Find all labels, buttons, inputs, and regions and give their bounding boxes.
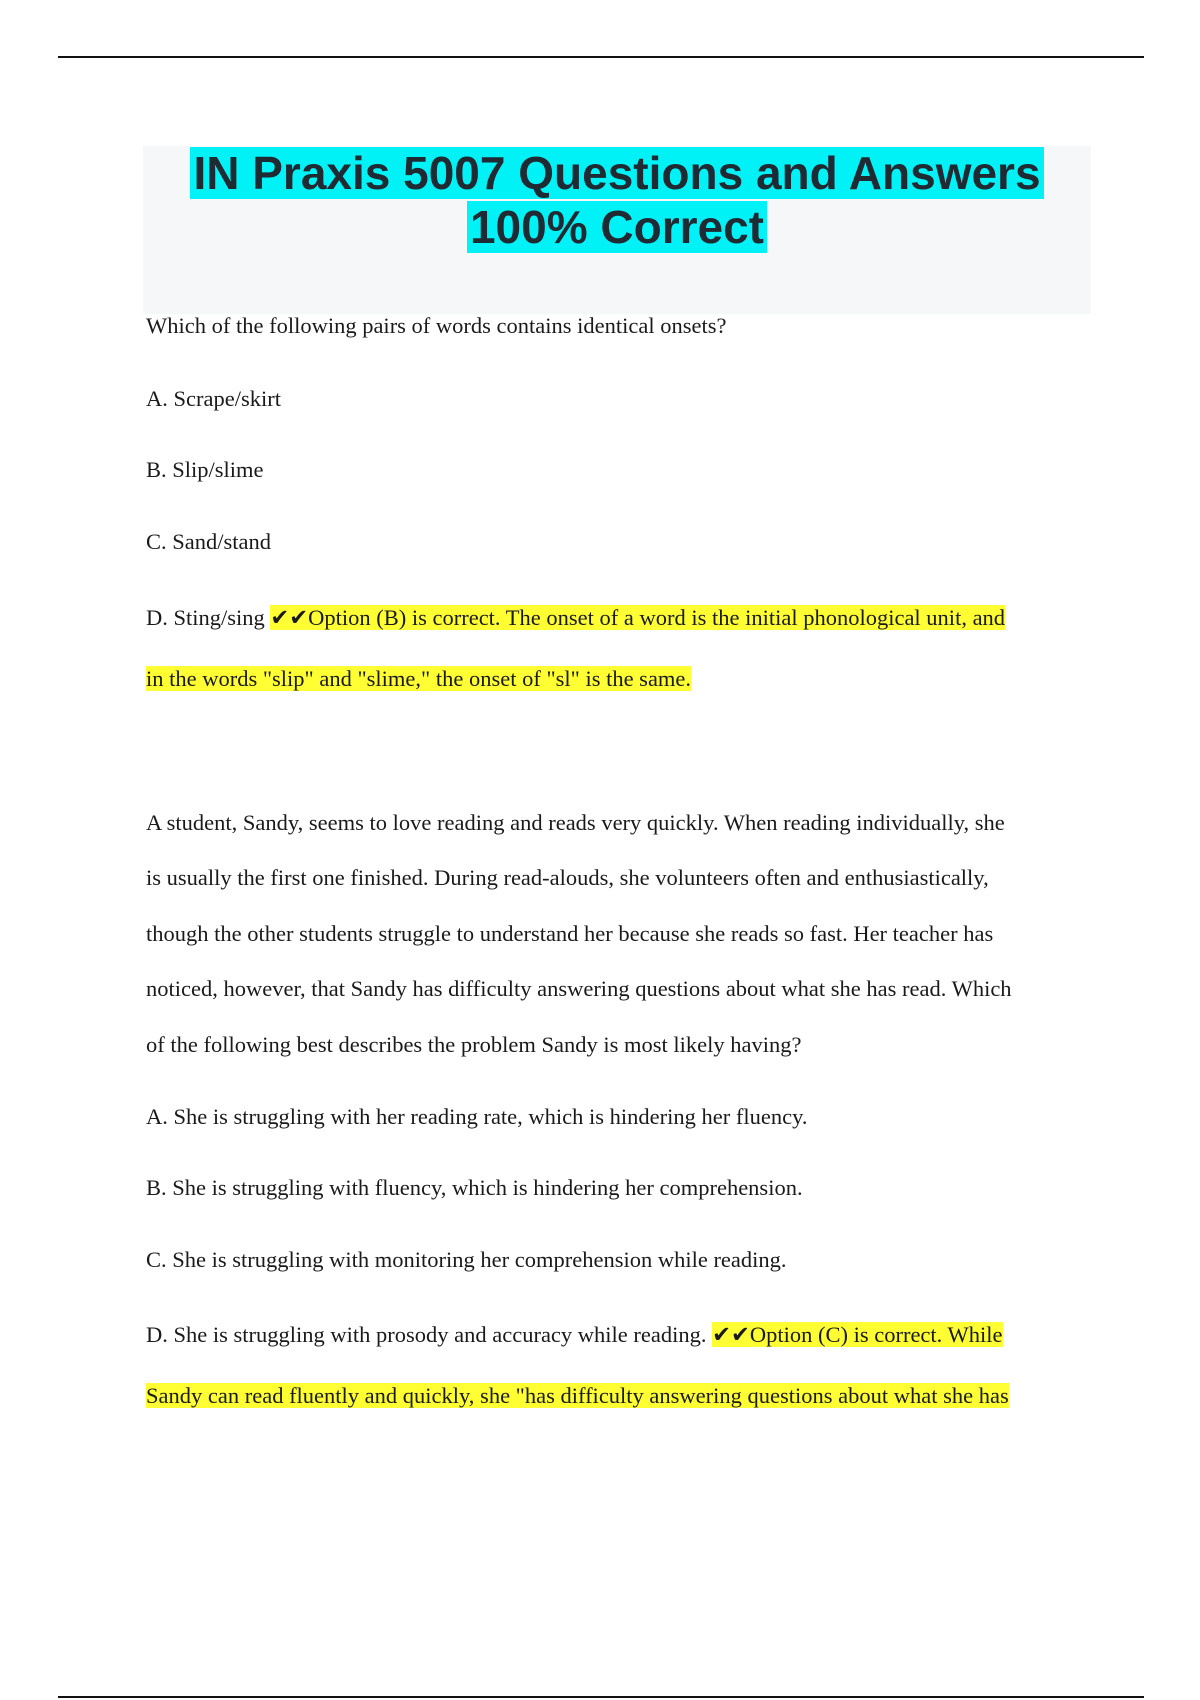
question-1-answer-line-2-row [146, 666, 691, 692]
question-1-option-d: D. Sting/sing [146, 605, 265, 630]
question-1-answer-line-2: in the words "slip" and "slime," the onset of "sl" is the same. [146, 666, 692, 691]
document-title-block [143, 146, 1091, 314]
document-title-line-2: 100% Correct [143, 200, 1091, 254]
question-1-option-b: B. Slip/slime [146, 457, 264, 482]
question-2-prompt-line-4: noticed, however, that Sandy has difficulty answering questions about what she has read. Which [146, 976, 1012, 1001]
question-2-option-d: D. She is struggling with prosody and accuracy while reading. [146, 1322, 707, 1347]
footer-rule [58, 1696, 1144, 1698]
question-1-option-a: A. Scrape/skirt [146, 386, 281, 411]
question-1-option-d-line [146, 605, 1005, 631]
question-2-answer-line-1: ✔✔Option (C) is correct. While [712, 1322, 1003, 1347]
document-title-line-1: IN Praxis 5007 Questions and Answers [143, 146, 1091, 200]
question-2-prompt-line-3: though the other students struggle to understand her because she reads so fast. Her teacher has [146, 921, 994, 946]
question-2-option-b: B. She is struggling with fluency, which is hindering her comprehension. [146, 1175, 803, 1200]
question-1-option-c: C. Sand/stand [146, 529, 272, 554]
question-2-prompt-line-2: is usually the first one finished. During read-alouds, she volunteers often and enthusiastically, [146, 865, 989, 890]
question-2-option-c: C. She is struggling with monitoring her comprehension while reading. [146, 1247, 787, 1272]
question-2-option-d-line [146, 1322, 1003, 1348]
question-2-prompt-line-1: A student, Sandy, seems to love reading and reads very quickly. When reading individually, she [146, 810, 1005, 835]
question-2-answer-line-2-row [146, 1383, 1009, 1409]
question-2-prompt-line-5: of the following best describes the problem Sandy is most likely having? [146, 1032, 802, 1057]
question-1-answer-line-1: ✔✔Option (B) is correct. The onset of a word is the initial phonological unit, and [270, 605, 1006, 630]
question-2-option-a: A. She is struggling with her reading rate, which is hindering her fluency. [146, 1104, 808, 1129]
question-2-answer-line-2: Sandy can read fluently and quickly, she "has difficulty answering questions about what she has [146, 1383, 1009, 1408]
question-1-prompt: Which of the following pairs of words contains identical onsets? [146, 313, 727, 338]
header-rule [58, 56, 1144, 58]
